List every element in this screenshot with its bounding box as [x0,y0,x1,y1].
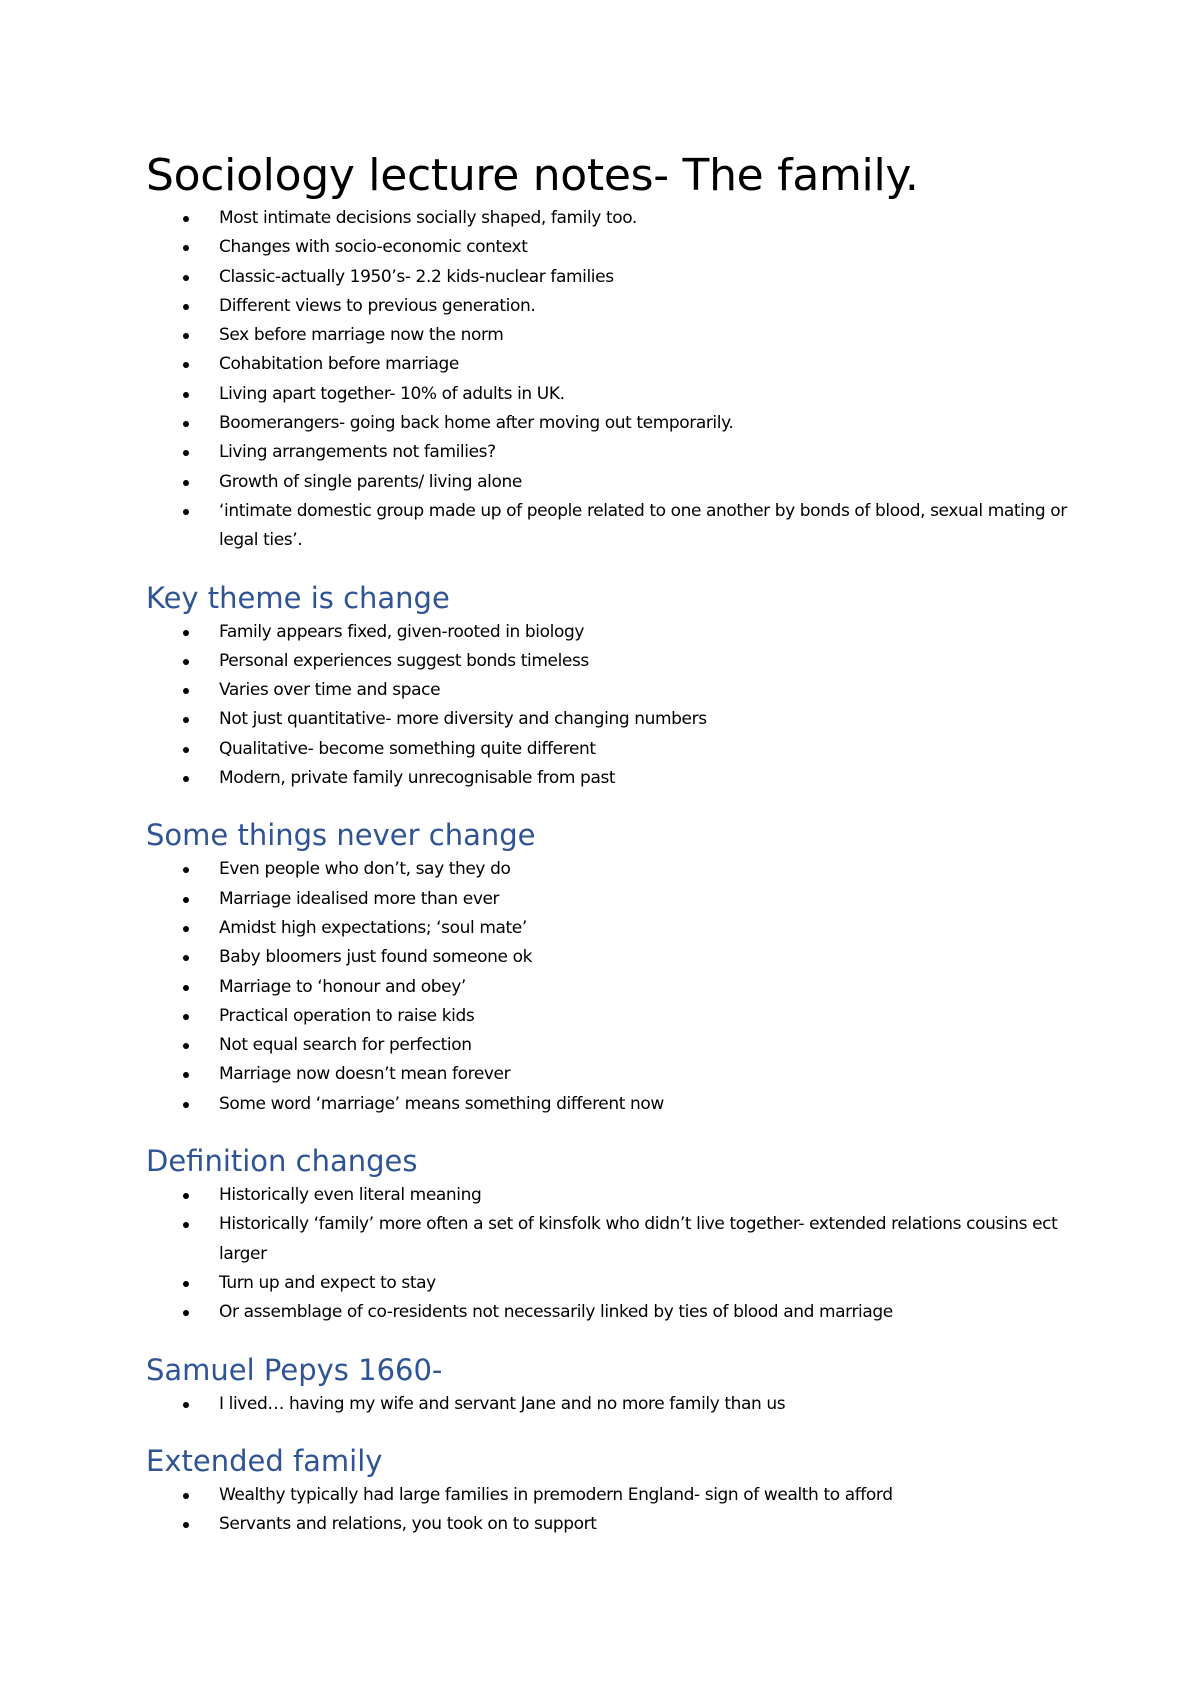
bullet-icon [183,776,189,782]
bullet-icon [183,362,189,368]
bullet-icon [183,245,189,251]
list-item [146,914,1076,943]
list-item-text: Changes with socio-economic context [219,237,528,258]
list-item-text: Classic-actually 1950’s- 2.2 kids-nuclear families [219,266,614,287]
list-item [146,1269,1076,1298]
list-item-text: Living arrangements not families? [219,442,496,463]
list-item-text: Modern, private family unrecognisable from past [219,768,616,789]
pepys-bullet-list [146,1390,1076,1419]
bullet-icon [183,421,189,427]
list-item [146,1090,1076,1119]
section-heading-never-change: Some things never change [146,818,536,853]
list-item-text: Not just quantitative- more diversity and changing numbers [219,709,707,730]
list-item [146,263,1076,292]
list-item-text: Varies over time and space [219,680,441,701]
list-item-text: Baby bloomers just found someone ok [219,947,533,968]
list-item-text: Living apart together- 10% of adults in UK. [219,383,565,404]
list-item [146,497,1076,556]
bullet-icon [183,926,189,932]
list-item [146,855,1076,884]
list-item [146,1002,1076,1031]
bullet-icon [183,1402,189,1408]
list-item [146,764,1076,793]
list-item-text: Different views to previous generation. [219,295,536,316]
list-item-text: Amidst high expectations; ‘soul mate’ [219,917,527,938]
list-item [146,943,1076,972]
list-item-text: Some word ‘marriage’ means something different now [219,1093,664,1114]
bullet-icon [183,275,189,281]
bullet-icon [183,480,189,486]
list-item-text: Marriage idealised more than ever [219,888,500,909]
list-item-text: Marriage now doesn’t mean forever [219,1064,511,1085]
document-title: Sociology lecture notes- The family. [146,150,919,201]
list-item [146,618,1076,647]
list-item [146,1210,1076,1269]
list-item [146,1181,1076,1210]
list-item-text: Even people who don’t, say they do [219,859,511,880]
bullet-icon [183,630,189,636]
intro-bullet-list [146,204,1076,556]
bullet-icon [183,1043,189,1049]
list-item-text: Or assemblage of co-residents not necessarily linked by ties of blood and marriage [219,1302,893,1323]
bullet-icon [183,333,189,339]
bullet-icon [183,1193,189,1199]
list-item-text: Cohabitation before marriage [219,354,459,375]
list-item-text: Turn up and expect to stay [219,1272,436,1293]
list-item-text: Wealthy typically had large families in premodern England- sign of wealth to afford [219,1484,893,1505]
list-item [146,1298,1076,1327]
list-item [146,438,1076,467]
bullet-icon [183,688,189,694]
bullet-icon [183,304,189,310]
bullet-icon [183,1522,189,1528]
list-item [146,204,1076,233]
list-item [146,1481,1076,1510]
list-item-text: Personal experiences suggest bonds timeless [219,650,589,671]
list-item-text: Sex before marriage now the norm [219,325,504,346]
bullet-icon [183,867,189,873]
list-item [146,321,1076,350]
list-item [146,233,1076,262]
list-item [146,350,1076,379]
extended-family-bullet-list [146,1481,1076,1540]
key-theme-bullet-list [146,618,1076,794]
bullet-icon [183,1281,189,1287]
list-item [146,292,1076,321]
list-item-text: Servants and relations, you took on to support [219,1514,597,1535]
list-item-text: Qualitative- become something quite different [219,738,596,759]
list-item [146,409,1076,438]
bullet-icon [183,1493,189,1499]
section-heading-extended-family: Extended family [146,1443,383,1478]
list-item [146,647,1076,676]
list-item-text: Family appears fixed, given-rooted in biology [219,621,585,642]
bullet-icon [183,450,189,456]
bullet-icon [183,955,189,961]
bullet-icon [183,897,189,903]
section-heading-key-theme: Key theme is change [146,580,450,615]
list-item-text: Marriage to ‘honour and obey’ [219,976,466,997]
definition-bullet-list [146,1181,1076,1327]
bullet-icon [183,717,189,723]
section-heading-pepys: Samuel Pepys 1660- [146,1352,443,1387]
list-item [146,885,1076,914]
bullet-icon [183,216,189,222]
list-item-text: Not equal search for perfection [219,1035,472,1056]
list-item [146,1031,1076,1060]
list-item [146,705,1076,734]
document-page [146,150,1076,1539]
bullet-icon [183,1014,189,1020]
bullet-icon [183,392,189,398]
list-item-text: Historically ‘family’ more often a set of kinsfolk who didn’t live together- extended relations cousins ect larger [219,1214,1058,1264]
bullet-icon [183,747,189,753]
list-item [146,1060,1076,1089]
list-item-text: I lived… having my wife and servant Jane and no more family than us [219,1393,786,1414]
bullet-icon [183,509,189,515]
list-item-text: Practical operation to raise kids [219,1005,475,1026]
list-item-text: Growth of single parents/ living alone [219,471,522,492]
never-change-bullet-list [146,855,1076,1119]
list-item [146,1390,1076,1419]
bullet-icon [183,1310,189,1316]
list-item-text: ‘intimate domestic group made up of people related to one another by bonds of blood, sexual mating or legal ties’. [219,500,1067,551]
section-heading-definition: Definition changes [146,1144,418,1179]
list-item [146,1510,1076,1539]
list-item [146,468,1076,497]
list-item [146,676,1076,705]
bullet-icon [183,659,189,665]
list-item-text: Boomerangers- going back home after moving out temporarily. [219,413,734,434]
bullet-icon [183,1072,189,1078]
list-item [146,380,1076,409]
bullet-icon [183,1102,189,1108]
bullet-icon [183,985,189,991]
list-item [146,735,1076,764]
list-item [146,973,1076,1002]
list-item-text: Most intimate decisions socially shaped, family too. [219,208,637,228]
bullet-icon [183,1222,189,1228]
list-item-text: Historically even literal meaning [219,1185,482,1206]
